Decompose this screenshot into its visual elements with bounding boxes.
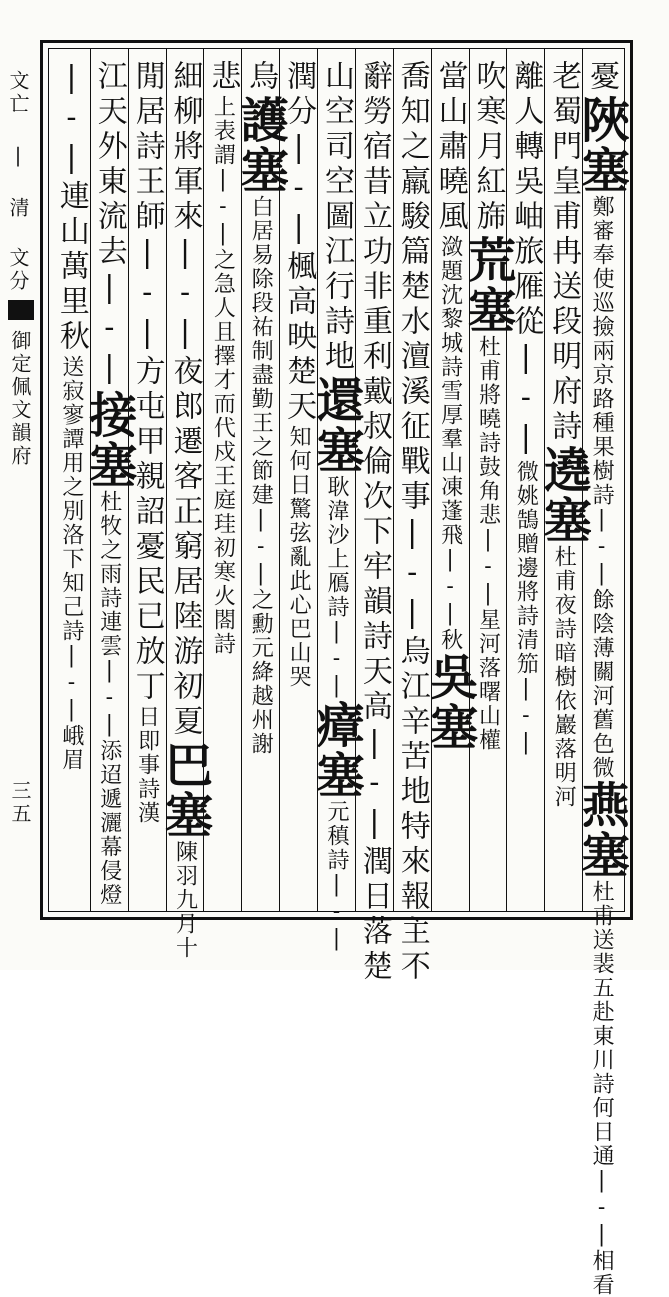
body-text: 老蜀門皇甫冉送段明府詩 [546, 60, 582, 445]
column-rule [317, 48, 318, 912]
gutter-margin [0, 0, 40, 970]
column-rule [431, 48, 432, 912]
entry-heading: 遶塞 [535, 445, 592, 545]
body-text: 吹寒月紅旆 [470, 60, 506, 235]
annotation-text: 耿湋沙上鴈詩|-| [324, 475, 349, 700]
column-rule [241, 48, 242, 912]
body-text: 細柳將軍來|-|夜郎遷客正窮居陸游初夏 [167, 60, 203, 740]
body-text: 當山肅曉風 [432, 60, 468, 235]
text-column [49, 60, 93, 910]
body-text: 離人轉吳岫旅雁從|-| [508, 60, 544, 460]
annotation-text: 送寂寥譚用之別洛下知己詩|-|峨眉 [58, 355, 84, 772]
text-column [80, 60, 137, 910]
entry-heading: 燕塞 [573, 780, 630, 880]
column-rule [582, 48, 583, 912]
body-text: 憂 [584, 60, 620, 95]
column-rule [469, 48, 470, 912]
entry-heading: 吳塞 [421, 652, 478, 752]
column-rule [128, 48, 129, 912]
body-text: 悲 [205, 60, 241, 95]
annotation-text: 杜牧之雨詩連雲|-|添迢遞灑幕侵燈 [96, 490, 122, 907]
annotation-text: 微姚鵠贈邊將詩清笳|-| [513, 460, 539, 757]
body-text: |-|連山萬里秋 [53, 60, 89, 355]
text-column [503, 60, 547, 910]
body-text: 辭勞宿昔立功非重利戴叔倫次下牢韻詩天高|-|潤日落楚 [356, 60, 392, 985]
body-text: 山空司空圖江行詩地 [319, 60, 354, 375]
text-column [390, 60, 434, 985]
column-rule [279, 48, 280, 912]
body-text: 潤分|-|楓高映楚天 [281, 60, 317, 425]
body-text: 烏 [243, 60, 279, 95]
annotation-text: 杜甫送裴五赴東川詩何日通|-|相看 [589, 880, 615, 1297]
text-column [421, 60, 478, 910]
book-title: 御定佩文韻府 [8, 330, 32, 468]
column-rule [203, 48, 204, 912]
gutter-black-tab [8, 300, 34, 320]
text-column [459, 60, 516, 910]
annotation-text: 潋題沈黎城詩雪厚羣山凍蓬飛|-|秋 [437, 235, 463, 652]
body-text: 喬知之羸駿篇楚水澶溪征戰事|-|烏江辛苦地特來報主不 [394, 60, 430, 985]
annotation-text: 知何日驚弦亂此心 [286, 425, 312, 617]
annotation-text: 杜甫夜詩暗樹依巖落明河 [551, 545, 577, 809]
gutter-running-text: 文亡 | 清 文分 [6, 70, 30, 293]
text-column [308, 60, 364, 953]
annotation-text: 巴山哭 [286, 617, 312, 689]
column-rule [90, 48, 91, 912]
entry-heading: 陜塞 [573, 95, 630, 195]
entry-heading: 荒塞 [459, 235, 516, 335]
annotation-text: 杜甫將曉詩鼓角悲|-|星河落曙山權 [475, 335, 501, 752]
annotation-text: 陳羽九月十 [172, 840, 198, 960]
annotation-text: 上表謂|-|之急人且擇才而代戍王庭珪初寒火閤詩 [210, 95, 236, 656]
page-number: 三五 [8, 780, 32, 826]
text-column [535, 60, 592, 910]
annotation-text: 白居易除段祐制盡勤王之節建|-|之勳元絳越州謝 [248, 195, 274, 756]
column-rule [166, 48, 167, 912]
entry-heading: 護塞 [232, 95, 289, 195]
body-text: 閒居詩王師|-|方屯甲親詔憂民已放丁 [129, 60, 165, 705]
text-column [156, 60, 213, 960]
body-text: 江天外東流去|-| [91, 60, 127, 390]
entry-heading: 還塞 [308, 375, 364, 475]
text-column [232, 60, 289, 910]
column-rule [355, 48, 356, 912]
annotation-text: 元稹詩|-| [324, 800, 349, 953]
column-rule [544, 48, 545, 912]
column-rule [506, 48, 507, 912]
annotation-text: 鄭審奉使巡撿兩京路種果樹詩|-|餘陰薄關河舊色微 [589, 195, 615, 780]
entry-heading: 接塞 [80, 390, 137, 490]
entry-heading: 巴塞 [156, 740, 213, 840]
entry-heading: 瘴塞 [308, 700, 364, 800]
column-rule [393, 48, 394, 912]
annotation-text: 日即事詩漢 [134, 705, 160, 825]
